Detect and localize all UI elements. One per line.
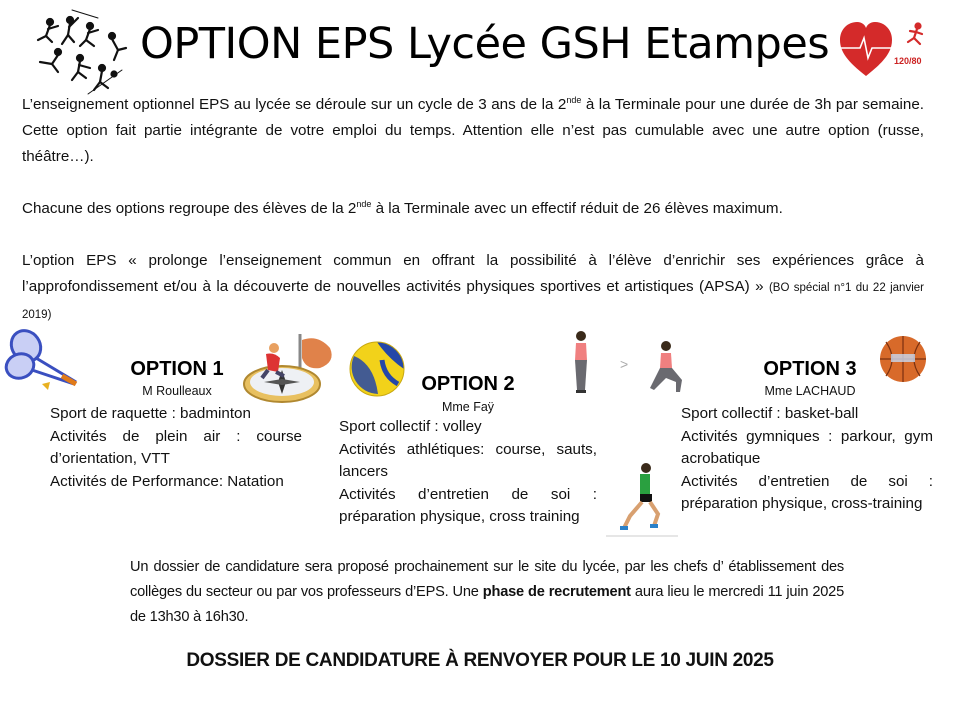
intro-p2-text-rest: à la Terminale avec un effectif réduit de 26 élèves maximum. <box>371 200 783 217</box>
activity-item: Activités d’entretien de soi : préparation physique, cross training <box>339 485 597 525</box>
option-2-activities <box>339 416 597 529</box>
activity-item: Activités athlétiques: course, sauts, lancers <box>339 440 597 480</box>
candidature-date-text: aura lieu le mercredi 11 juin 2025 de 13h30 à 16h30. <box>130 584 845 625</box>
activity-item: Sport collectif : volley <box>339 418 482 435</box>
activity-item: Activités de Performance: Natation <box>50 472 284 490</box>
candidature-paragraph <box>130 555 844 630</box>
intro-paragraph-1 <box>22 92 924 170</box>
intro-p3-quote: L’option EPS « prolonge l’enseignement commun en offrant la possibilité à l’élève d’enrichir ses expériences grâce à l’approfondissement et/ou à la découverte de nouvelles activités physiques sportives et artistiques (APSA) » <box>22 252 924 295</box>
recruitment-phase-highlight: phase de recrutement <box>482 584 631 600</box>
bo-reference: (BO spécial n°1 du 22 janvier 2019) <box>22 282 924 321</box>
activity-item: Activités de plein air : course d’orientation, VTT <box>50 427 302 467</box>
intro-paragraph-3 <box>22 248 924 328</box>
intro-p2-text: Chacune des options regroupe des élèves de la 2 <box>22 200 357 217</box>
activity-item: Sport de raquette : badminton <box>50 405 251 422</box>
option-3-title: OPTION 3 <box>763 358 857 380</box>
athletes-silhouettes-icon <box>28 8 136 98</box>
heart-rate-runner-icon <box>838 18 934 78</box>
basketball-icon <box>878 334 928 384</box>
option-1-title: OPTION 1 <box>130 358 224 380</box>
candidature-text: Un dossier de candidature sera proposé prochainement sur le site du lycée, par les chefs d’ établissement des collèges du secteur ou par vos professeurs d’EPS. Une <box>130 559 844 600</box>
option-1-activities <box>50 403 302 493</box>
volleyball-icon <box>348 340 406 398</box>
woman-lunge-icon <box>646 340 688 398</box>
arrow-right-icon: > <box>620 356 629 372</box>
heart-logo-text: 120/80 <box>894 56 922 66</box>
option-2-teacher: Mme Faÿ <box>441 400 495 414</box>
intro-p1-text-rest: à la Terminale pour une durée de 3h par semaine. Cette option fait partie intégrante de votre emploi du temps. Attention elle n’est pas cumulable avec une autre option (russe, théâtre…). <box>22 96 924 165</box>
activity-item: Activités d’entretien de soi : préparation physique, cross-training <box>681 472 933 512</box>
badminton-rackets-icon <box>4 326 82 396</box>
intro-p1-text: L’enseignement optionnel EPS au lycée se déroule sur un cycle de 3 ans de la 2 <box>22 96 567 113</box>
page-title: OPTION EPS Lycée GSH Etampes <box>140 19 830 69</box>
intro-paragraph-2 <box>22 196 924 222</box>
superscript: nde <box>566 94 582 105</box>
deadline-banner: DOSSIER DE CANDIDATURE À RENVOYER POUR LE 10 JUIN 2025 <box>186 650 774 671</box>
superscript: nde <box>356 198 372 209</box>
runner-man-icon <box>604 460 680 540</box>
woman-standing-icon <box>566 330 596 396</box>
option-2-title: OPTION 2 <box>421 373 515 395</box>
option-3-activities <box>681 403 933 516</box>
activity-item: Sport collectif : basket-ball <box>681 405 859 422</box>
orientation-compass-icon <box>240 330 340 404</box>
activity-item: Activités gymniques : parkour, gym acrobatique <box>681 427 933 467</box>
option-1-teacher: M Roulleaux <box>142 384 212 398</box>
option-3-teacher: Mme LACHAUD <box>764 384 856 398</box>
